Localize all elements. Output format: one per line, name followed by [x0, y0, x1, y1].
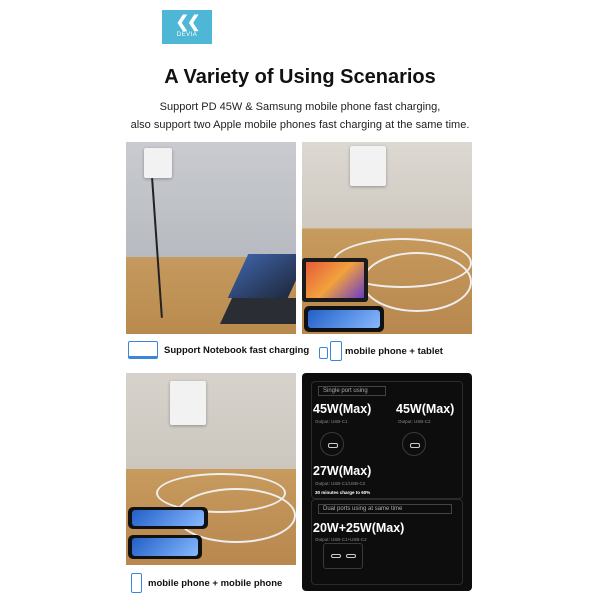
logo-mark-icon: ❮❮ — [175, 14, 199, 31]
port1-output: Output: USB-C1 — [315, 419, 348, 424]
dual-watt: 20W+25W(Max) — [313, 521, 405, 535]
tablet-screen-image — [306, 262, 364, 298]
single-port-label: Single port using — [318, 386, 386, 396]
usb-c-port-icon — [402, 432, 426, 456]
phone-icon — [131, 573, 142, 593]
phone-screen-image — [132, 538, 198, 556]
usb-c-port-icon — [320, 432, 344, 456]
caption-notebook — [128, 341, 309, 359]
port1-watt: 45W(Max) — [313, 402, 372, 416]
phone-tablet-icon — [319, 341, 339, 361]
charge-note: 30 minutes charge to 60% — [315, 490, 371, 495]
dual-port-label: Dual ports using at same time — [318, 504, 452, 514]
subtitle-line-1: Support PD 45W & Samsung mobile phone fast charging, — [159, 101, 441, 113]
phone-screen-image — [132, 510, 204, 526]
devia-logo — [162, 10, 212, 44]
caption-two-phones-text: mobile phone + mobile phone — [148, 577, 283, 589]
shared-port-output: Output: USB-C1/USB-C2 — [315, 481, 366, 486]
notebook-charging-photo — [126, 142, 296, 334]
laptop-icon — [128, 341, 158, 359]
caption-notebook-text: Support Notebook fast charging — [164, 344, 310, 356]
logo-text: DEVIA — [176, 32, 198, 38]
shared-port-watt: 27W(Max) — [313, 464, 372, 478]
charger-image — [144, 148, 172, 178]
subtitle-line-2: also support two Apple mobile phones fast charging at the same time. — [130, 119, 470, 131]
page-title: A Variety of Using Scenarios — [164, 66, 436, 88]
two-phones-photo — [126, 373, 296, 565]
dual-output: Output: USB-C1+USB-C2 — [315, 537, 367, 542]
cable-image — [151, 178, 163, 318]
port2-output: Output: USB-C2 — [398, 419, 431, 424]
caption-phone-tablet-text: mobile phone + tablet — [345, 345, 443, 357]
phone-tablet-photo — [302, 142, 472, 334]
charger-image — [350, 146, 386, 186]
cable-loop-image — [362, 252, 472, 312]
dual-port-group — [311, 499, 463, 585]
laptop-base-image — [220, 298, 296, 324]
dual-usb-c-ports-icon — [323, 543, 363, 569]
laptop-screen-image — [228, 254, 296, 298]
port2-watt: 45W(Max) — [396, 402, 455, 416]
power-spec-card — [302, 373, 472, 591]
charger-image — [170, 381, 206, 425]
single-port-group — [311, 381, 463, 499]
caption-phone-tablet — [319, 341, 443, 361]
phone-screen-image — [308, 310, 380, 328]
caption-two-phones — [131, 573, 282, 593]
